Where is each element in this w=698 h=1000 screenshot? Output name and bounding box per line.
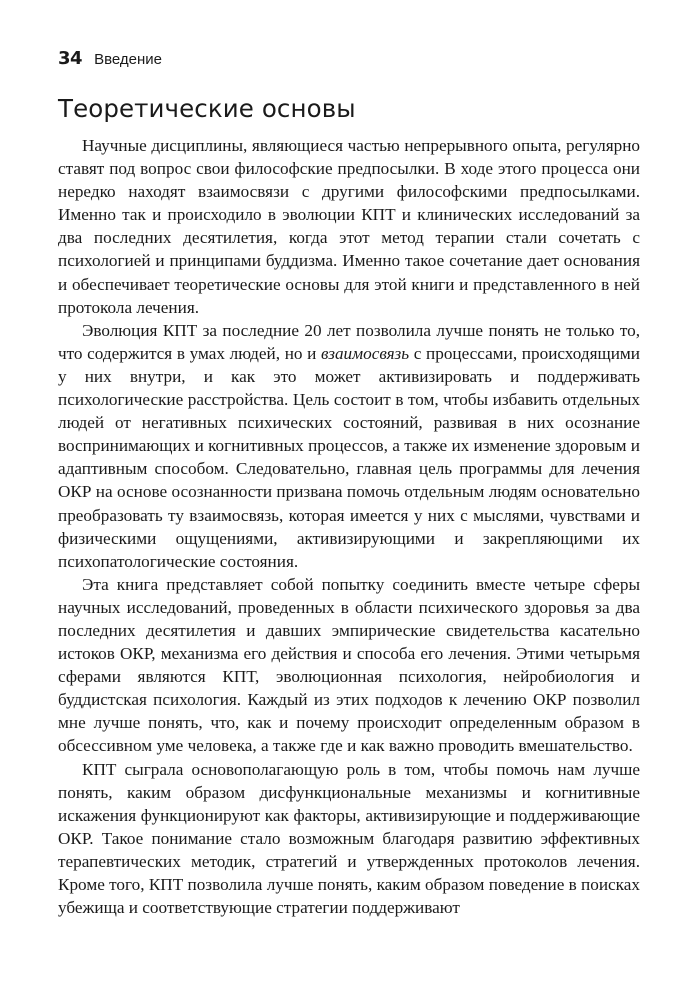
book-page — [58, 48, 640, 919]
section-name: Введение — [94, 51, 162, 68]
body-text — [58, 134, 640, 919]
paragraph-text: Эволюция КПТ за последние 20 лет позволила лучше понять не только то, что содержится в умах людей, но и — [58, 320, 640, 363]
paragraph: Эта книга представляет собой попытку соединить вместе четыре сферы научных исследований, проведенных в области психического здоровья за два последних десятилетия и давших эмпирические свидетельства касательно истоков ОКР, механизма его действия и способа его лечения. Этими четырьмя сферами являются КПТ, эволюционная психология, нейробиология и буддистская психология. Каждый из этих подходов к лечению ОКР позволил мне лучше понять, что, как и почему происходит определенным образом в обсессивном уме человека, а также где и как важно проводить вмешательство. — [58, 574, 640, 756]
section-heading: Теоретические основы — [58, 94, 356, 123]
running-head — [58, 48, 640, 76]
paragraph — [58, 319, 640, 573]
paragraph-text: с процессами, происходящими у них внутри, и как это может активизировать и поддерживать психологические расстройства. Цель состоит в том, чтобы избавить отдельных людей от негативных психических состояний, развивая в них осознание воспринимающих и когнитивных процессов, а также их изменение здоровым и адаптивным способом. Следовательно, главная цель программы для лечения ОКР на основе осознанности призвана помочь отдельным людям основательно преобразовать ту взаимосвязь, которая имеется у них с мыслями, чувствами и физическими ощущениями, активизирующими и закрепляющими их психопатологические состояния. — [58, 343, 640, 571]
emphasized-term: взаимосвязь — [321, 343, 410, 363]
page-number: 34 — [58, 48, 83, 69]
paragraph: Научные дисциплины, являющиеся частью непрерывного опыта, регулярно ставят под вопрос свои философские предпосылки. В ходе этого процесса они нередко находят взаимосвязи с другими философскими предпосылками. Именно так и происходило в эволюции КПТ и клинических исследований за два последних десятилетия, когда этот метод терапии стали сочетать с психологией и принципами буддизма. Именно такое сочетание дает основания и обеспечивает теоретические основы для этой книги и представленного в ней протокола лечения. — [58, 136, 640, 317]
paragraph: КПТ сыграла основополагающую роль в том, чтобы помочь нам лучше понять, каким образом дисфункциональные механизмы и когнитивные искажения функционируют как факторы, активизирующие и поддерживающие ОКР. Такое понимание стало возможным благодаря развитию эффективных терапевтических методик, стратегий и утвержденных протоколов лечения. Кроме того, КПТ позволила лучше понять, каким образом поведение в поисках убежища и соответствующие стратегии поддерживают — [58, 759, 640, 918]
